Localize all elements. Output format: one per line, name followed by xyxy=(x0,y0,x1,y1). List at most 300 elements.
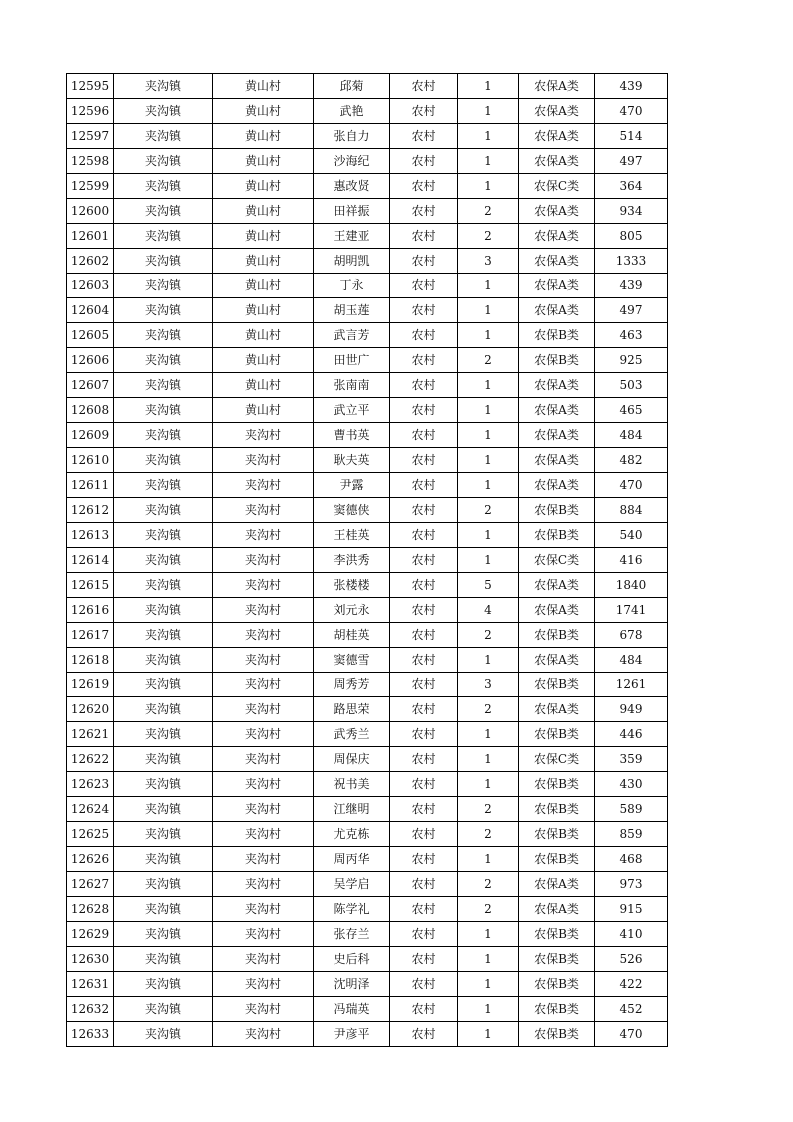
cell-name: 张楼楼 xyxy=(314,572,390,597)
cell-household-type: 农村 xyxy=(390,473,458,498)
table-row xyxy=(67,1021,668,1046)
cell-record-id: 12615 xyxy=(67,572,114,597)
cell-insurance-category: 农保B类 xyxy=(519,722,595,747)
cell-household-type: 农村 xyxy=(390,298,458,323)
cell-member-count: 1 xyxy=(458,423,519,448)
table-row xyxy=(67,398,668,423)
cell-name: 沈明泽 xyxy=(314,971,390,996)
cell-name: 胡明凯 xyxy=(314,248,390,273)
table-row xyxy=(67,896,668,921)
cell-record-id: 12628 xyxy=(67,896,114,921)
cell-village: 夹沟村 xyxy=(213,921,314,946)
cell-insurance-category: 农保B类 xyxy=(519,348,595,373)
cell-village: 夹沟村 xyxy=(213,946,314,971)
cell-village: 夹沟村 xyxy=(213,747,314,772)
cell-record-id: 12626 xyxy=(67,847,114,872)
cell-amount: 359 xyxy=(595,747,668,772)
cell-village: 夹沟村 xyxy=(213,896,314,921)
cell-household-type: 农村 xyxy=(390,348,458,373)
cell-amount: 439 xyxy=(595,273,668,298)
cell-record-id: 12621 xyxy=(67,722,114,747)
table-row xyxy=(67,248,668,273)
table-row xyxy=(67,173,668,198)
cell-member-count: 2 xyxy=(458,872,519,897)
cell-member-count: 1 xyxy=(458,473,519,498)
cell-village: 夹沟村 xyxy=(213,722,314,747)
cell-member-count: 1 xyxy=(458,398,519,423)
table-row xyxy=(67,74,668,99)
cell-name: 武艳 xyxy=(314,98,390,123)
cell-member-count: 1 xyxy=(458,747,519,772)
cell-amount: 678 xyxy=(595,622,668,647)
table-row xyxy=(67,772,668,797)
table-row xyxy=(67,148,668,173)
cell-record-id: 12606 xyxy=(67,348,114,373)
cell-village: 黄山村 xyxy=(213,298,314,323)
cell-town: 夹沟镇 xyxy=(114,348,213,373)
cell-record-id: 12601 xyxy=(67,223,114,248)
cell-insurance-category: 农保A类 xyxy=(519,448,595,473)
cell-town: 夹沟镇 xyxy=(114,971,213,996)
cell-name: 武言芳 xyxy=(314,323,390,348)
cell-village: 夹沟村 xyxy=(213,647,314,672)
cell-member-count: 1 xyxy=(458,1021,519,1046)
cell-household-type: 农村 xyxy=(390,173,458,198)
cell-household-type: 农村 xyxy=(390,522,458,547)
cell-insurance-category: 农保A类 xyxy=(519,697,595,722)
cell-record-id: 12613 xyxy=(67,522,114,547)
records-table xyxy=(66,73,668,1047)
cell-record-id: 12624 xyxy=(67,797,114,822)
cell-insurance-category: 农保A类 xyxy=(519,473,595,498)
cell-record-id: 12631 xyxy=(67,971,114,996)
cell-household-type: 农村 xyxy=(390,597,458,622)
cell-member-count: 1 xyxy=(458,722,519,747)
cell-name: 祝书美 xyxy=(314,772,390,797)
cell-name: 江继明 xyxy=(314,797,390,822)
table-row xyxy=(67,996,668,1021)
table-row xyxy=(67,971,668,996)
cell-amount: 497 xyxy=(595,148,668,173)
cell-amount: 973 xyxy=(595,872,668,897)
table-row xyxy=(67,722,668,747)
cell-household-type: 农村 xyxy=(390,697,458,722)
cell-town: 夹沟镇 xyxy=(114,448,213,473)
cell-amount: 915 xyxy=(595,896,668,921)
cell-amount: 484 xyxy=(595,647,668,672)
cell-member-count: 3 xyxy=(458,248,519,273)
cell-member-count: 1 xyxy=(458,996,519,1021)
cell-village: 夹沟村 xyxy=(213,996,314,1021)
cell-record-id: 12604 xyxy=(67,298,114,323)
cell-household-type: 农村 xyxy=(390,572,458,597)
table-row xyxy=(67,672,668,697)
cell-insurance-category: 农保A类 xyxy=(519,248,595,273)
cell-town: 夹沟镇 xyxy=(114,597,213,622)
cell-insurance-category: 农保A类 xyxy=(519,198,595,223)
cell-member-count: 1 xyxy=(458,173,519,198)
cell-insurance-category: 农保A类 xyxy=(519,373,595,398)
cell-name: 张存兰 xyxy=(314,921,390,946)
cell-village: 夹沟村 xyxy=(213,497,314,522)
cell-town: 夹沟镇 xyxy=(114,198,213,223)
cell-village: 夹沟村 xyxy=(213,872,314,897)
cell-member-count: 1 xyxy=(458,273,519,298)
cell-record-id: 12632 xyxy=(67,996,114,1021)
table-row xyxy=(67,497,668,522)
cell-name: 冯瑞英 xyxy=(314,996,390,1021)
cell-household-type: 农村 xyxy=(390,497,458,522)
table-row xyxy=(67,697,668,722)
cell-insurance-category: 农保B类 xyxy=(519,622,595,647)
cell-household-type: 农村 xyxy=(390,797,458,822)
cell-household-type: 农村 xyxy=(390,772,458,797)
table-row xyxy=(67,946,668,971)
cell-amount: 805 xyxy=(595,223,668,248)
cell-insurance-category: 农保B类 xyxy=(519,1021,595,1046)
table-row xyxy=(67,273,668,298)
cell-household-type: 农村 xyxy=(390,996,458,1021)
cell-insurance-category: 农保B类 xyxy=(519,672,595,697)
table-row xyxy=(67,123,668,148)
table-row xyxy=(67,572,668,597)
cell-name: 周秀芳 xyxy=(314,672,390,697)
cell-town: 夹沟镇 xyxy=(114,547,213,572)
cell-village: 夹沟村 xyxy=(213,772,314,797)
cell-insurance-category: 农保C类 xyxy=(519,747,595,772)
cell-town: 夹沟镇 xyxy=(114,747,213,772)
cell-insurance-category: 农保B类 xyxy=(519,522,595,547)
cell-amount: 470 xyxy=(595,98,668,123)
cell-village: 黄山村 xyxy=(213,74,314,99)
cell-amount: 422 xyxy=(595,971,668,996)
cell-member-count: 4 xyxy=(458,597,519,622)
cell-town: 夹沟镇 xyxy=(114,98,213,123)
cell-name: 王桂英 xyxy=(314,522,390,547)
cell-member-count: 2 xyxy=(458,622,519,647)
cell-village: 夹沟村 xyxy=(213,448,314,473)
cell-name: 田世广 xyxy=(314,348,390,373)
cell-amount: 482 xyxy=(595,448,668,473)
cell-village: 夹沟村 xyxy=(213,473,314,498)
cell-household-type: 农村 xyxy=(390,423,458,448)
cell-town: 夹沟镇 xyxy=(114,896,213,921)
cell-insurance-category: 农保A类 xyxy=(519,572,595,597)
cell-town: 夹沟镇 xyxy=(114,572,213,597)
cell-household-type: 农村 xyxy=(390,747,458,772)
cell-member-count: 1 xyxy=(458,971,519,996)
cell-household-type: 农村 xyxy=(390,98,458,123)
cell-insurance-category: 农保A类 xyxy=(519,896,595,921)
cell-amount: 949 xyxy=(595,697,668,722)
table-row xyxy=(67,98,668,123)
cell-member-count: 1 xyxy=(458,921,519,946)
cell-town: 夹沟镇 xyxy=(114,148,213,173)
cell-insurance-category: 农保A类 xyxy=(519,74,595,99)
cell-town: 夹沟镇 xyxy=(114,74,213,99)
cell-amount: 446 xyxy=(595,722,668,747)
table-row xyxy=(67,872,668,897)
cell-name: 胡桂英 xyxy=(314,622,390,647)
cell-name: 胡玉莲 xyxy=(314,298,390,323)
cell-name: 周丙华 xyxy=(314,847,390,872)
cell-record-id: 12633 xyxy=(67,1021,114,1046)
cell-insurance-category: 农保A类 xyxy=(519,98,595,123)
cell-amount: 416 xyxy=(595,547,668,572)
table-row xyxy=(67,298,668,323)
cell-member-count: 2 xyxy=(458,497,519,522)
cell-member-count: 3 xyxy=(458,672,519,697)
cell-town: 夹沟镇 xyxy=(114,797,213,822)
cell-member-count: 1 xyxy=(458,946,519,971)
cell-record-id: 12596 xyxy=(67,98,114,123)
cell-village: 夹沟村 xyxy=(213,572,314,597)
cell-household-type: 农村 xyxy=(390,946,458,971)
cell-member-count: 2 xyxy=(458,896,519,921)
cell-household-type: 农村 xyxy=(390,971,458,996)
cell-member-count: 2 xyxy=(458,797,519,822)
cell-amount: 364 xyxy=(595,173,668,198)
cell-town: 夹沟镇 xyxy=(114,298,213,323)
table-row xyxy=(67,597,668,622)
cell-household-type: 农村 xyxy=(390,1021,458,1046)
cell-town: 夹沟镇 xyxy=(114,1021,213,1046)
cell-household-type: 农村 xyxy=(390,896,458,921)
cell-town: 夹沟镇 xyxy=(114,622,213,647)
cell-town: 夹沟镇 xyxy=(114,822,213,847)
cell-record-id: 12623 xyxy=(67,772,114,797)
cell-village: 黄山村 xyxy=(213,173,314,198)
cell-village: 黄山村 xyxy=(213,98,314,123)
cell-amount: 514 xyxy=(595,123,668,148)
cell-village: 黄山村 xyxy=(213,148,314,173)
cell-record-id: 12630 xyxy=(67,946,114,971)
cell-amount: 540 xyxy=(595,522,668,547)
cell-name: 张自力 xyxy=(314,123,390,148)
cell-town: 夹沟镇 xyxy=(114,847,213,872)
cell-town: 夹沟镇 xyxy=(114,497,213,522)
cell-village: 黄山村 xyxy=(213,198,314,223)
cell-name: 陈学礼 xyxy=(314,896,390,921)
cell-record-id: 12619 xyxy=(67,672,114,697)
cell-town: 夹沟镇 xyxy=(114,248,213,273)
cell-name: 刘元永 xyxy=(314,597,390,622)
cell-town: 夹沟镇 xyxy=(114,697,213,722)
cell-member-count: 2 xyxy=(458,697,519,722)
cell-name: 沙海纪 xyxy=(314,148,390,173)
table-row xyxy=(67,473,668,498)
cell-village: 夹沟村 xyxy=(213,847,314,872)
cell-member-count: 2 xyxy=(458,223,519,248)
cell-household-type: 农村 xyxy=(390,223,458,248)
cell-insurance-category: 农保A类 xyxy=(519,148,595,173)
cell-amount: 470 xyxy=(595,1021,668,1046)
cell-name: 武秀兰 xyxy=(314,722,390,747)
cell-member-count: 1 xyxy=(458,123,519,148)
cell-record-id: 12618 xyxy=(67,647,114,672)
cell-insurance-category: 农保C类 xyxy=(519,547,595,572)
cell-insurance-category: 农保A类 xyxy=(519,398,595,423)
cell-record-id: 12600 xyxy=(67,198,114,223)
cell-town: 夹沟镇 xyxy=(114,921,213,946)
cell-village: 黄山村 xyxy=(213,323,314,348)
cell-name: 窦德雪 xyxy=(314,647,390,672)
cell-household-type: 农村 xyxy=(390,872,458,897)
cell-amount: 439 xyxy=(595,74,668,99)
table-row xyxy=(67,223,668,248)
cell-village: 夹沟村 xyxy=(213,697,314,722)
table-row xyxy=(67,647,668,672)
cell-name: 窦德侠 xyxy=(314,497,390,522)
cell-village: 黄山村 xyxy=(213,373,314,398)
cell-town: 夹沟镇 xyxy=(114,946,213,971)
cell-household-type: 农村 xyxy=(390,622,458,647)
cell-town: 夹沟镇 xyxy=(114,323,213,348)
cell-member-count: 1 xyxy=(458,148,519,173)
cell-household-type: 农村 xyxy=(390,847,458,872)
cell-amount: 934 xyxy=(595,198,668,223)
cell-name: 邱菊 xyxy=(314,74,390,99)
cell-insurance-category: 农保A类 xyxy=(519,223,595,248)
cell-insurance-category: 农保B类 xyxy=(519,996,595,1021)
cell-insurance-category: 农保A类 xyxy=(519,872,595,897)
cell-insurance-category: 农保A类 xyxy=(519,273,595,298)
cell-member-count: 5 xyxy=(458,572,519,597)
cell-household-type: 农村 xyxy=(390,398,458,423)
cell-household-type: 农村 xyxy=(390,722,458,747)
cell-village: 夹沟村 xyxy=(213,1021,314,1046)
cell-household-type: 农村 xyxy=(390,672,458,697)
cell-name: 尹露 xyxy=(314,473,390,498)
cell-household-type: 农村 xyxy=(390,921,458,946)
cell-name: 张南南 xyxy=(314,373,390,398)
cell-village: 黄山村 xyxy=(213,398,314,423)
cell-member-count: 1 xyxy=(458,74,519,99)
cell-amount: 884 xyxy=(595,497,668,522)
cell-record-id: 12622 xyxy=(67,747,114,772)
cell-record-id: 12607 xyxy=(67,373,114,398)
cell-town: 夹沟镇 xyxy=(114,423,213,448)
table-row xyxy=(67,198,668,223)
cell-record-id: 12599 xyxy=(67,173,114,198)
cell-town: 夹沟镇 xyxy=(114,398,213,423)
cell-amount: 410 xyxy=(595,921,668,946)
cell-insurance-category: 农保B类 xyxy=(519,497,595,522)
cell-name: 曹书英 xyxy=(314,423,390,448)
table-row xyxy=(67,348,668,373)
cell-record-id: 12603 xyxy=(67,273,114,298)
cell-village: 黄山村 xyxy=(213,248,314,273)
cell-record-id: 12595 xyxy=(67,74,114,99)
table-row xyxy=(67,797,668,822)
cell-amount: 470 xyxy=(595,473,668,498)
cell-member-count: 1 xyxy=(458,847,519,872)
cell-town: 夹沟镇 xyxy=(114,722,213,747)
cell-record-id: 12605 xyxy=(67,323,114,348)
cell-record-id: 12597 xyxy=(67,123,114,148)
cell-name: 王建亚 xyxy=(314,223,390,248)
cell-amount: 1840 xyxy=(595,572,668,597)
cell-name: 尹彦平 xyxy=(314,1021,390,1046)
cell-member-count: 1 xyxy=(458,448,519,473)
cell-member-count: 1 xyxy=(458,373,519,398)
table-body xyxy=(67,74,668,1047)
cell-household-type: 农村 xyxy=(390,148,458,173)
cell-household-type: 农村 xyxy=(390,248,458,273)
cell-insurance-category: 农保B类 xyxy=(519,971,595,996)
cell-village: 黄山村 xyxy=(213,223,314,248)
cell-amount: 526 xyxy=(595,946,668,971)
table-row xyxy=(67,921,668,946)
table-row xyxy=(67,423,668,448)
cell-member-count: 2 xyxy=(458,822,519,847)
cell-member-count: 1 xyxy=(458,98,519,123)
cell-insurance-category: 农保B类 xyxy=(519,822,595,847)
cell-insurance-category: 农保B类 xyxy=(519,797,595,822)
cell-record-id: 12611 xyxy=(67,473,114,498)
cell-name: 武立平 xyxy=(314,398,390,423)
cell-insurance-category: 农保B类 xyxy=(519,921,595,946)
cell-member-count: 1 xyxy=(458,522,519,547)
cell-household-type: 农村 xyxy=(390,373,458,398)
cell-household-type: 农村 xyxy=(390,323,458,348)
cell-village: 夹沟村 xyxy=(213,672,314,697)
cell-amount: 452 xyxy=(595,996,668,1021)
cell-record-id: 12616 xyxy=(67,597,114,622)
cell-insurance-category: 农保B类 xyxy=(519,772,595,797)
cell-record-id: 12609 xyxy=(67,423,114,448)
cell-name: 路思荣 xyxy=(314,697,390,722)
cell-village: 夹沟村 xyxy=(213,822,314,847)
cell-record-id: 12627 xyxy=(67,872,114,897)
cell-amount: 463 xyxy=(595,323,668,348)
cell-village: 夹沟村 xyxy=(213,971,314,996)
cell-name: 丁永 xyxy=(314,273,390,298)
cell-member-count: 2 xyxy=(458,348,519,373)
cell-village: 黄山村 xyxy=(213,348,314,373)
cell-amount: 925 xyxy=(595,348,668,373)
cell-member-count: 1 xyxy=(458,647,519,672)
cell-record-id: 12608 xyxy=(67,398,114,423)
cell-household-type: 农村 xyxy=(390,273,458,298)
table-row xyxy=(67,448,668,473)
table-row xyxy=(67,522,668,547)
cell-household-type: 农村 xyxy=(390,448,458,473)
cell-name: 尤克栋 xyxy=(314,822,390,847)
cell-amount: 430 xyxy=(595,772,668,797)
cell-amount: 484 xyxy=(595,423,668,448)
cell-town: 夹沟镇 xyxy=(114,223,213,248)
cell-record-id: 12602 xyxy=(67,248,114,273)
cell-town: 夹沟镇 xyxy=(114,872,213,897)
cell-amount: 589 xyxy=(595,797,668,822)
cell-insurance-category: 农保C类 xyxy=(519,173,595,198)
cell-town: 夹沟镇 xyxy=(114,672,213,697)
cell-amount: 1333 xyxy=(595,248,668,273)
cell-town: 夹沟镇 xyxy=(114,123,213,148)
cell-insurance-category: 农保A类 xyxy=(519,298,595,323)
cell-town: 夹沟镇 xyxy=(114,473,213,498)
cell-town: 夹沟镇 xyxy=(114,173,213,198)
cell-member-count: 2 xyxy=(458,198,519,223)
cell-amount: 1741 xyxy=(595,597,668,622)
cell-insurance-category: 农保A类 xyxy=(519,423,595,448)
cell-amount: 503 xyxy=(595,373,668,398)
cell-member-count: 1 xyxy=(458,298,519,323)
cell-amount: 465 xyxy=(595,398,668,423)
cell-name: 周保庆 xyxy=(314,747,390,772)
cell-name: 吴学启 xyxy=(314,872,390,897)
